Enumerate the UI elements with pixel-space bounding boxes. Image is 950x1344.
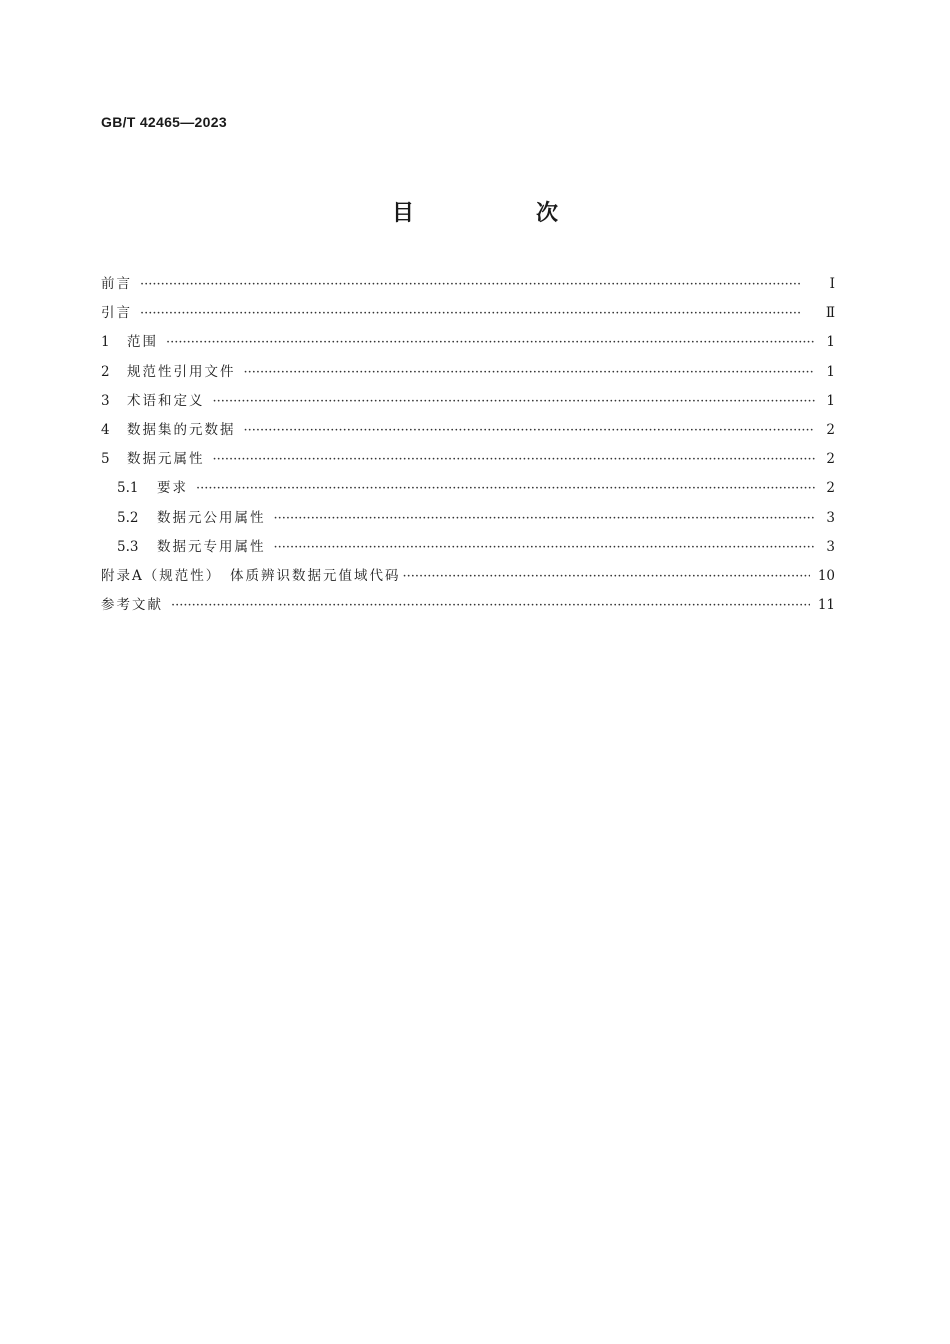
toc-entry-label: 要求 [157, 480, 188, 497]
toc-entry-data-element-attributes[interactable] [101, 449, 835, 478]
toc-entry-number: 5.1 [117, 480, 139, 497]
toc-entry-page: Ⅱ [825, 305, 835, 322]
toc-leader-dots [244, 362, 816, 382]
toc-entry-number: 5.3 [117, 538, 139, 555]
table-of-contents [101, 274, 835, 624]
toc-entry-label: 前言 [101, 276, 132, 292]
toc-entry-label: 数据元属性 [127, 451, 205, 468]
toc-leader-dots [213, 391, 816, 411]
page-title: 目 次 [391, 201, 608, 226]
toc-entry-number: 1 [101, 334, 110, 351]
toc-entry-label: 规范性引用文件 [127, 363, 236, 380]
toc-entry-label: 引言 [101, 305, 132, 322]
toc-leader-dots [403, 566, 810, 586]
toc-entry-specific-attributes[interactable] [101, 537, 835, 566]
document-code: GB/T 42465—2023 [101, 114, 227, 130]
toc-entry-page: 3 [826, 538, 835, 555]
toc-entry-dataset-metadata[interactable] [101, 420, 835, 449]
toc-entry-number: 2 [101, 363, 110, 380]
toc-entry-page: Ⅰ [829, 276, 835, 292]
toc-entry-annex-a[interactable] [101, 566, 835, 595]
toc-entry-number: 3 [101, 392, 110, 409]
toc-entry-foreword[interactable] [101, 274, 835, 303]
toc-entry-scope[interactable] [101, 332, 835, 361]
toc-entry-label: 参考文献 [101, 597, 163, 614]
toc-entry-page: 1 [826, 392, 835, 409]
toc-entry-label: 数据集的元数据 [127, 421, 236, 438]
toc-entry-terms-definitions[interactable] [101, 391, 835, 420]
toc-entry-bibliography[interactable] [101, 595, 835, 624]
toc-leader-dots [171, 595, 810, 615]
toc-entry-requirements[interactable] [101, 478, 835, 507]
toc-entry-label: 术语和定义 [127, 392, 205, 409]
toc-leader-dots [166, 332, 815, 352]
toc-leader-dots [274, 537, 816, 557]
toc-entry-label: 附录A（规范性） 体质辨识数据元值域代码 [101, 567, 401, 584]
toc-entry-common-attributes[interactable] [101, 508, 835, 537]
toc-leader-dots [140, 274, 815, 294]
toc-entry-number: 4 [101, 421, 110, 438]
toc-leader-dots [244, 420, 816, 440]
toc-entry-page: 2 [826, 480, 835, 497]
toc-leader-dots [140, 303, 815, 323]
toc-entry-label: 数据元专用属性 [157, 538, 266, 555]
toc-entry-label: 数据元公用属性 [157, 509, 266, 526]
toc-entry-page: 3 [826, 509, 835, 526]
toc-leader-dots [213, 449, 816, 469]
toc-entry-page: 11 [817, 597, 835, 614]
toc-entry-label: 范围 [127, 334, 158, 351]
toc-entry-page: 2 [826, 421, 835, 438]
toc-entry-number: 5.2 [117, 509, 139, 526]
toc-entry-page: 10 [817, 567, 835, 584]
toc-leader-dots [196, 478, 815, 498]
toc-entry-number: 5 [101, 451, 110, 468]
toc-entry-page: 1 [826, 363, 835, 380]
toc-entry-introduction[interactable] [101, 303, 835, 332]
toc-entry-page: 2 [826, 451, 835, 468]
toc-leader-dots [274, 508, 816, 528]
toc-entry-normative-references[interactable] [101, 362, 835, 391]
toc-entry-page: 1 [826, 334, 835, 351]
